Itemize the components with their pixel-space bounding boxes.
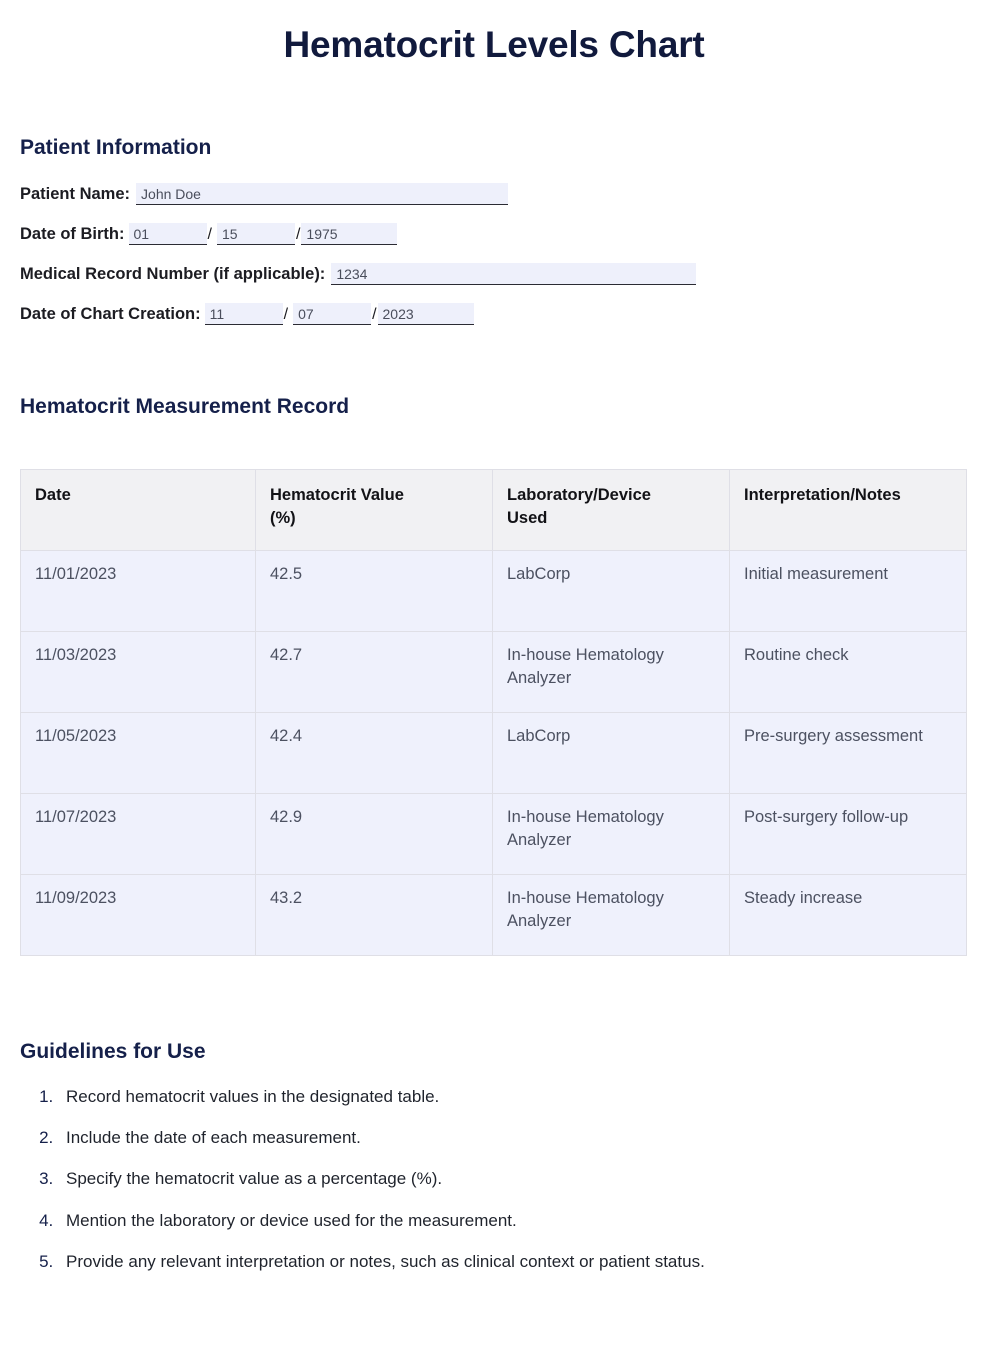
- column-header-hematocrit-value-line1: Hematocrit Value: [270, 486, 404, 505]
- column-header-date-text: Date: [35, 486, 71, 505]
- date-of-chart-creation-label: Date of Chart Creation:: [20, 305, 201, 324]
- table-header: [21, 470, 967, 551]
- cell-hematocrit-value: 42.5: [256, 551, 493, 632]
- date-of-chart-creation-row: [20, 299, 968, 325]
- cell-hematocrit-value: 42.7: [256, 632, 493, 713]
- list-item: 5. Provide any relevant interpretation or notes, such as clinical context or patient status.: [58, 1251, 968, 1273]
- date-of-birth-row: [20, 219, 968, 245]
- cell-laboratory-device: In-house Hematology Analyzer: [493, 875, 730, 956]
- measurement-record-table: [20, 469, 967, 956]
- cell-date: 11/01/2023: [21, 551, 256, 632]
- creation-day-input[interactable]: [293, 303, 371, 325]
- dob-day-input[interactable]: [217, 223, 295, 245]
- cell-interpretation-notes: Initial measurement: [730, 551, 967, 632]
- column-header-date: [21, 470, 256, 551]
- page-title: Hematocrit Levels Chart: [283, 24, 705, 65]
- patient-name-input[interactable]: [136, 183, 508, 205]
- dob-month-input[interactable]: [129, 223, 207, 245]
- table-row: [21, 875, 967, 956]
- table-row: [21, 713, 967, 794]
- cell-interpretation-notes: Pre-surgery assessment: [730, 713, 967, 794]
- cell-date: 11/09/2023: [21, 875, 256, 956]
- table-row: [21, 632, 967, 713]
- patient-information-heading: Patient Information: [20, 136, 212, 160]
- dob-year-input[interactable]: [301, 223, 397, 245]
- table-row: [21, 794, 967, 875]
- column-header-interpretation-notes-text: Interpretation/Notes: [744, 486, 901, 505]
- cell-date: 11/05/2023: [21, 713, 256, 794]
- list-item: 2. Include the date of each measurement.: [58, 1127, 968, 1149]
- table-row: [21, 551, 967, 632]
- table-body: [21, 551, 967, 956]
- cell-hematocrit-value: 42.9: [256, 794, 493, 875]
- cell-hematocrit-value: 43.2: [256, 875, 493, 956]
- guidelines-heading: Guidelines for Use: [20, 1040, 206, 1064]
- date-of-birth-label: Date of Birth:: [20, 225, 125, 244]
- patient-information-form: [20, 179, 968, 325]
- cell-laboratory-device: In-house Hematology Analyzer: [493, 794, 730, 875]
- list-item: 3. Specify the hematocrit value as a percentage (%).: [58, 1168, 968, 1190]
- patient-name-row: [20, 179, 968, 205]
- column-header-laboratory-device-line1: Laboratory/Device: [507, 486, 651, 505]
- table-header-row: [21, 470, 967, 551]
- cell-interpretation-notes: Routine check: [730, 632, 967, 713]
- cell-laboratory-device: In-house Hematology Analyzer: [493, 632, 730, 713]
- column-header-laboratory-device: [493, 470, 730, 551]
- medical-record-number-label: Medical Record Number (if applicable):: [20, 265, 326, 284]
- patient-name-label: Patient Name:: [20, 185, 131, 204]
- creation-separator-2: /: [372, 306, 377, 324]
- guidelines-list: [20, 1086, 968, 1272]
- creation-separator-1: /: [283, 306, 289, 324]
- dob-separator-1: /: [207, 226, 212, 244]
- column-header-hematocrit-value: [256, 470, 493, 551]
- dob-separator-2: /: [295, 226, 301, 244]
- medical-record-number-input[interactable]: [331, 263, 696, 285]
- cell-interpretation-notes: Steady increase: [730, 875, 967, 956]
- column-header-interpretation-notes: [730, 470, 967, 551]
- cell-date: 11/03/2023: [21, 632, 256, 713]
- cell-laboratory-device: LabCorp: [493, 713, 730, 794]
- creation-year-input[interactable]: [378, 303, 474, 325]
- medical-record-number-row: [20, 259, 968, 285]
- measurement-record-table-wrapper: [20, 469, 968, 956]
- cell-interpretation-notes: Post-surgery follow-up: [730, 794, 967, 875]
- guidelines-section: [20, 1040, 968, 1272]
- column-header-hematocrit-value-line2: (%): [270, 508, 296, 527]
- column-header-laboratory-device-line2: Used: [507, 508, 548, 527]
- list-item: 4. Mention the laboratory or device used for the measurement.: [58, 1210, 968, 1232]
- cell-hematocrit-value: 42.4: [256, 713, 493, 794]
- list-item: 1. Record hematocrit values in the designated table.: [58, 1086, 968, 1108]
- creation-month-input[interactable]: [205, 303, 283, 325]
- cell-laboratory-device: LabCorp: [493, 551, 730, 632]
- cell-date: 11/07/2023: [21, 794, 256, 875]
- measurement-record-heading: Hematocrit Measurement Record: [20, 395, 350, 419]
